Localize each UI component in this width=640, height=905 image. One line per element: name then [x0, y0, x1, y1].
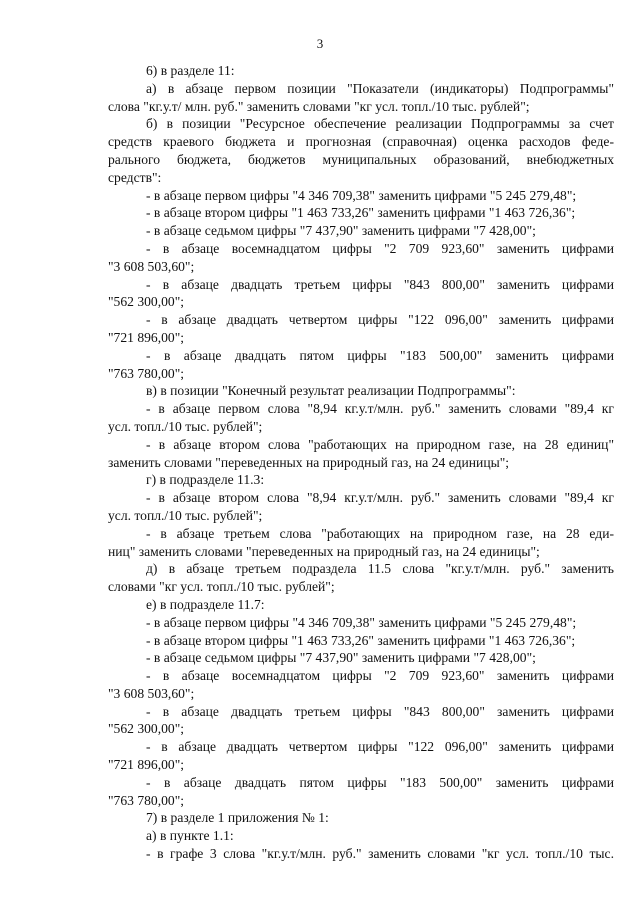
text-line: 7) в разделе 1 приложения № 1: [146, 810, 329, 826]
text-line: а) в пункте 1.1: [146, 828, 234, 844]
text-line: - в графе 3 слова "кг.у.т/млн. руб." заменить словами "кг усл. топл./10 тыс. [146, 846, 614, 862]
text-line: - в абзаце втором цифры "1 463 733,26" заменить цифрами "1 463 726,36"; [146, 632, 576, 648]
text-line: "721 896,00"; [108, 757, 185, 773]
text-line: - в абзаце первом цифры "4 346 709,38" заменить цифрами "5 245 279,48"; [146, 614, 577, 630]
text-line: усл. топл./10 тыс. рублей"; [108, 418, 263, 434]
text-line: - в абзаце восемнадцатом цифры "2 709 923,60" заменить цифрами [146, 668, 614, 684]
text-line: "3 608 503,60"; [108, 685, 195, 701]
text-line: - в абзаце втором слова "работающих на природном газе, на 28 единиц" [146, 436, 614, 452]
text-line: г) в подразделе 11.3: [146, 472, 265, 488]
text-line: а) в абзаце первом позиции "Показатели (индикаторы) Подпрограммы" [146, 80, 614, 96]
text-line: "763 780,00"; [108, 365, 185, 381]
text-line: 6) в разделе 11: [146, 63, 235, 78]
text-line: заменить словами "переведенных на природный газ, на 24 единицы"; [108, 454, 510, 470]
text-line: - в абзаце третьем слова "работающих на природном газе, на 28 еди- [146, 525, 614, 541]
text-line: "562 300,00"; [108, 294, 185, 310]
text-line: - в абзаце двадцать третьем цифры "843 800,00" заменить цифрами [146, 703, 614, 719]
text-line: - в абзаце двадцать третьем цифры "843 800,00" заменить цифрами [146, 276, 614, 292]
text-line: е) в подразделе 11.7: [146, 596, 265, 612]
text-line: б) в позиции "Ресурсное обеспечение реализации Подпрограммы за счет [146, 116, 614, 132]
text-line: усл. топл./10 тыс. рублей"; [108, 507, 263, 523]
page-number: 3 [316, 36, 324, 51]
text-line: - в абзаце двадцать четвертом цифры "122 096,00" заменить цифрами [146, 312, 614, 328]
text-line: - в абзаце первом цифры "4 346 709,38" заменить цифрами "5 245 279,48"; [146, 187, 577, 203]
text-line: средств краевого бюджета и прогнозная (справочная) оценка расходов феде- [108, 134, 614, 150]
text-line: - в абзаце втором цифры "1 463 733,26" заменить цифрами "1 463 726,36"; [146, 205, 576, 221]
document-body [108, 62, 614, 863]
text-line: в) в позиции "Конечный результат реализации Подпрограммы": [146, 383, 516, 399]
text-line: - в абзаце двадцать пятом цифры "183 500,00" заменить цифрами [146, 774, 614, 790]
text-line: - в абзаце седьмом цифры "7 437,90" заменить цифрами "7 428,00"; [146, 650, 536, 666]
text-line: - в абзаце седьмом цифры "7 437,90" заменить цифрами "7 428,00"; [146, 223, 536, 239]
text-line: - в абзаце первом слова "8,94 кг.у.т/млн. руб." заменить словами "89,4 кг [146, 401, 614, 417]
text-line: рального бюджета, бюджетов муниципальных образований, внебюджетных [108, 151, 614, 167]
text-line: средств": [108, 169, 162, 185]
text-line: ниц" заменить словами "переведенных на природный газ, на 24 единицы"; [108, 543, 540, 559]
text-line: - в абзаце восемнадцатом цифры "2 709 923,60" заменить цифрами [146, 240, 614, 256]
text-line: словами "кг усл. топл./10 тыс. рублей"; [108, 579, 335, 595]
text-line: "3 608 503,60"; [108, 258, 195, 274]
text-line: "763 780,00"; [108, 792, 185, 808]
text-line: "721 896,00"; [108, 329, 185, 345]
text-line: - в абзаце двадцать пятом цифры "183 500,00" заменить цифрами [146, 347, 614, 363]
text-line: слова "кг.у.т/ млн. руб." заменить словами "кг усл. топл./10 тыс. рублей"; [108, 98, 530, 114]
text-line: д) в абзаце третьем подраздела 11.5 слова "кг.у.т/млн. руб." заменить [146, 561, 614, 577]
text-line: - в абзаце втором слова "8,94 кг.у.т/млн. руб." заменить словами "89,4 кг [146, 490, 614, 506]
text-line: "562 300,00"; [108, 721, 185, 737]
text-line: - в абзаце двадцать четвертом цифры "122 096,00" заменить цифрами [146, 739, 614, 755]
